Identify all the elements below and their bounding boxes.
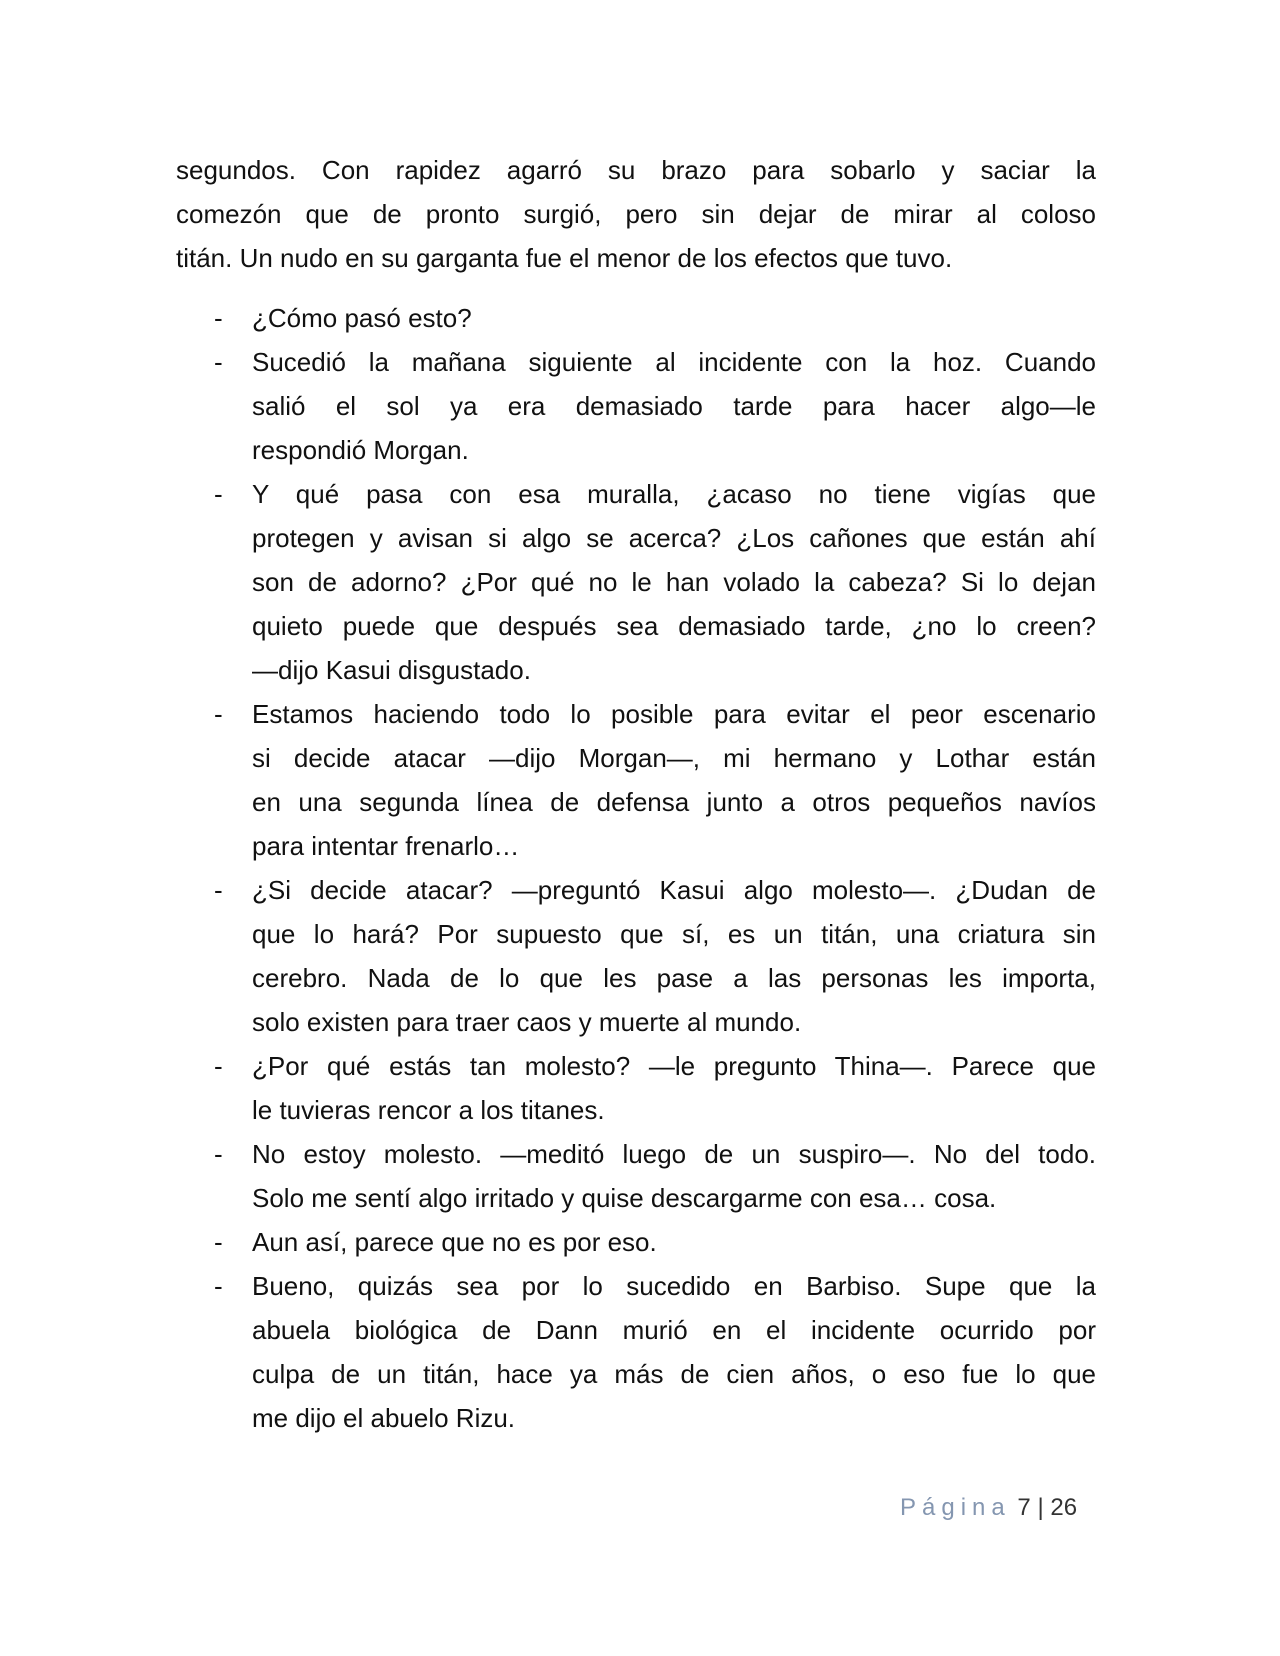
text-line: le tuvieras rencor a los titanes. — [252, 1095, 605, 1125]
text-line: ¿Si decide atacar? —preguntó Kasui algo molesto—. ¿Dudan de — [252, 875, 1096, 905]
dash-bullet: - — [214, 347, 223, 377]
text-line: Bueno, quizás sea por lo sucedido en Barbiso. Supe que la — [252, 1271, 1096, 1301]
dash-bullet: - — [214, 875, 223, 905]
text-line: son de adorno? ¿Por qué no le han volado la cabeza? Si lo dejan — [252, 567, 1096, 597]
text-line: protegen y avisan si algo se acerca? ¿Los cañones que están ahí — [252, 523, 1096, 553]
dialogue-item — [176, 296, 1096, 340]
dialogue-item — [176, 868, 1096, 1044]
text-line: para intentar frenarlo… — [252, 831, 520, 861]
text-line: respondió Morgan. — [252, 435, 469, 465]
dialogue-item — [176, 472, 1096, 692]
text-line: abuela biológica de Dann murió en el incidente ocurrido por — [252, 1315, 1096, 1345]
narrative-paragraph — [176, 148, 1096, 280]
text-line: quieto puede que después sea demasiado tarde, ¿no lo creen? — [252, 611, 1096, 641]
page-number: 7 — [1017, 1494, 1031, 1521]
text-line: titán. Un nudo en su garganta fue el menor de los efectos que tuvo. — [176, 243, 953, 273]
dash-bullet: - — [214, 1139, 223, 1169]
dash-bullet: - — [214, 1051, 223, 1081]
text-line: en una segunda línea de defensa junto a otros pequeños navíos — [252, 787, 1096, 817]
text-line: Sucedió la mañana siguiente al incidente con la hoz. Cuando — [252, 347, 1096, 377]
text-line: comezón que de pronto surgió, pero sin dejar de mirar al coloso — [176, 199, 1096, 229]
text-line: Y qué pasa con esa muralla, ¿acaso no tiene vigías que — [252, 479, 1096, 509]
text-line: solo existen para traer caos y muerte al mundo. — [252, 1007, 802, 1037]
dialogue-item — [176, 1132, 1096, 1220]
dash-bullet: - — [214, 303, 223, 333]
text-line: —dijo Kasui disgustado. — [252, 655, 531, 685]
text-line: ¿Cómo pasó esto? — [252, 303, 472, 333]
document-page — [176, 148, 1096, 1440]
dialogue-item — [176, 1220, 1096, 1264]
text-line: segundos. Con rapidez agarró su brazo para sobarlo y saciar la — [176, 155, 1096, 185]
text-line: Estamos haciendo todo lo posible para evitar el peor escenario — [252, 699, 1096, 729]
text-line: Aun así, parece que no es por eso. — [252, 1227, 657, 1257]
dialogue-item — [176, 1044, 1096, 1132]
page-footer — [900, 1494, 1077, 1522]
dash-bullet: - — [214, 1271, 223, 1301]
dash-bullet: - — [214, 479, 223, 509]
text-line: salió el sol ya era demasiado tarde para hacer algo—le — [252, 391, 1096, 421]
text-line: me dijo el abuelo Rizu. — [252, 1403, 516, 1433]
page-separator: | — [1037, 1494, 1044, 1521]
text-line: ¿Por qué estás tan molesto? —le pregunto Thina—. Parece que — [252, 1051, 1096, 1081]
dash-bullet: - — [214, 699, 223, 729]
text-line: cerebro. Nada de lo que les pase a las personas les importa, — [252, 963, 1096, 993]
dialogue-item — [176, 692, 1096, 868]
page-label: Página — [900, 1494, 1011, 1521]
text-line: Solo me sentí algo irritado y quise descargarme con esa… cosa. — [252, 1183, 997, 1213]
dash-bullet: - — [214, 1227, 223, 1257]
dialogue-item — [176, 340, 1096, 472]
dialogue-item — [176, 1264, 1096, 1440]
text-line: culpa de un titán, hace ya más de cien años, o eso fue lo que — [252, 1359, 1096, 1389]
text-line: que lo hará? Por supuesto que sí, es un titán, una criatura sin — [252, 919, 1096, 949]
text-line: si decide atacar —dijo Morgan—, mi hermano y Lothar están — [252, 743, 1096, 773]
dialogue-list — [176, 296, 1096, 1440]
page-total: 26 — [1050, 1494, 1078, 1521]
text-line: No estoy molesto. —meditó luego de un suspiro—. No del todo. — [252, 1139, 1096, 1169]
